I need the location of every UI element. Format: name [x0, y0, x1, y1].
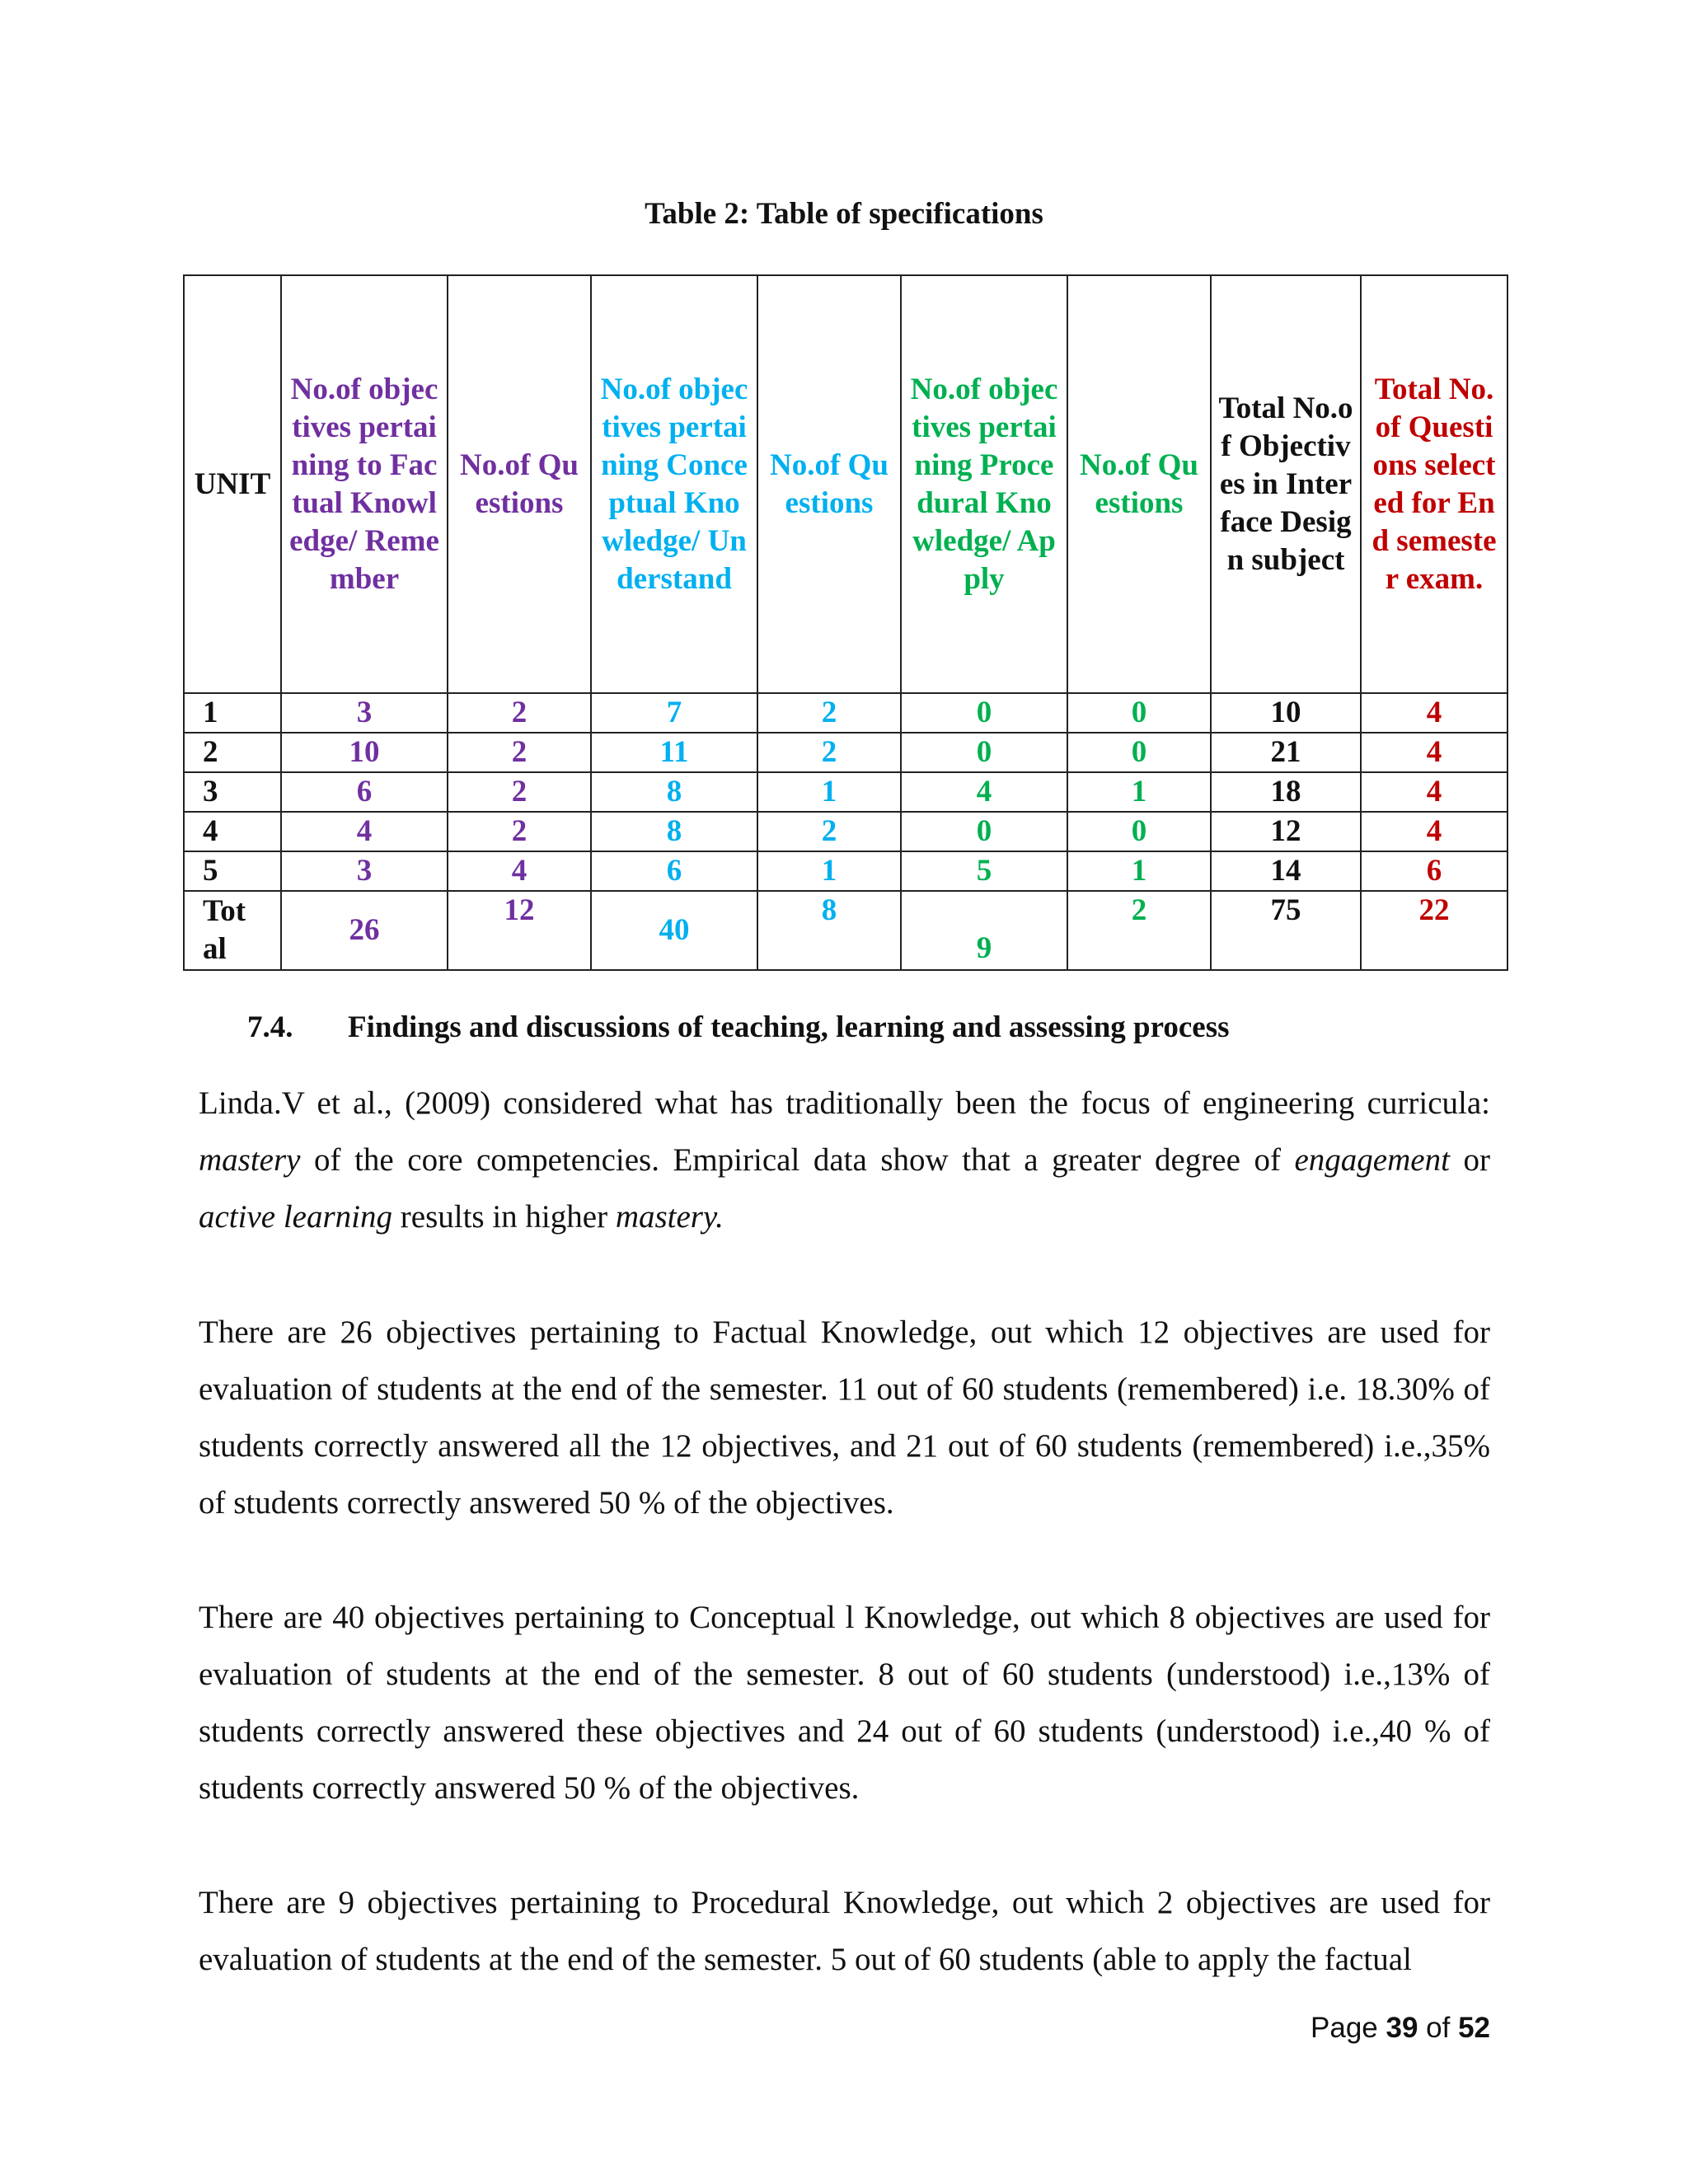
cell-factual-questions: 2 — [448, 772, 591, 812]
cell-conceptual-questions: 1 — [757, 772, 901, 812]
table-total-row — [184, 891, 1507, 970]
cell-total-objectives: 18 — [1211, 772, 1361, 812]
cell-procedural-objectives: 0 — [901, 733, 1067, 772]
cell-conceptual-objectives: 6 — [591, 851, 757, 891]
cell-unit: 4 — [184, 812, 281, 851]
paragraph-factual: There are 26 objectives pertaining to Factual Knowledge, out which 12 objectives are used for evaluation of students at the end of the semester. 11 out of 60 students (remembered) i.e. 18.30% of students correctly answered all the 12 objectives, and 21 out of 60 students (remembered) i.e.,35% of students correctly answered 50 % of the objectives. — [199, 1315, 1490, 1521]
cell-total-conceptual-questions: 8 — [757, 891, 901, 970]
cell-total-procedural-questions: 2 — [1067, 891, 1211, 970]
header-unit: UNIT — [184, 275, 281, 693]
cell-conceptual-questions: 2 — [757, 693, 901, 733]
cell-total-factual-objectives: 26 — [281, 891, 448, 970]
cell-conceptual-objectives: 8 — [591, 772, 757, 812]
cell-unit: 1 — [184, 693, 281, 733]
cell-total-procedural-objectives: 9 — [901, 891, 1067, 970]
cell-unit: 3 — [184, 772, 281, 812]
cell-total-questions: 4 — [1361, 772, 1507, 812]
cell-procedural-questions: 1 — [1067, 772, 1211, 812]
cell-total-conceptual-objectives: 40 — [591, 891, 757, 970]
cell-conceptual-objectives: 8 — [591, 812, 757, 851]
cell-unit: 5 — [184, 851, 281, 891]
cell-factual-objectives: 3 — [281, 851, 448, 891]
cell-total-objectives-sum: 75 — [1211, 891, 1361, 970]
cell-total-questions: 6 — [1361, 851, 1507, 891]
cell-procedural-objectives: 0 — [901, 812, 1067, 851]
paragraph-conceptual: There are 40 objectives pertaining to Conceptual l Knowledge, out which 8 objectives are used for evaluation of students at the end of the semester. 8 out of 60 students (understood) i.e.,13% of students correctly answered these objectives and 24 out of 60 students (understood) i.e.,40 % of students correctly answered 50 % of the objectives. — [199, 1600, 1490, 1806]
table-row — [184, 851, 1507, 891]
cell-total-label: Total — [184, 891, 281, 970]
cell-conceptual-questions: 1 — [757, 851, 901, 891]
cell-procedural-questions: 1 — [1067, 851, 1211, 891]
cell-total-questions: 4 — [1361, 733, 1507, 772]
header-procedural-questions: No.of Questions — [1067, 275, 1211, 693]
cell-factual-questions: 2 — [448, 812, 591, 851]
cell-conceptual-questions: 2 — [757, 812, 901, 851]
header-factual-objectives: No.of objectives pertaining to Factual Knowledge/ Remember — [281, 275, 448, 693]
section-title: Findings and discussions of teaching, learning and assessing process — [348, 1010, 1230, 1044]
table-row — [184, 693, 1507, 733]
cell-procedural-questions: 0 — [1067, 733, 1211, 772]
section-number: 7.4. — [247, 1010, 293, 1044]
cell-conceptual-objectives: 7 — [591, 693, 757, 733]
cell-total-questions-sum: 22 — [1361, 891, 1507, 970]
header-factual-questions: No.of Questions — [448, 275, 591, 693]
cell-total-factual-questions: 12 — [448, 891, 591, 970]
cell-procedural-objectives: 0 — [901, 693, 1067, 733]
header-total-questions: Total No.of Questions selected for End semester exam. — [1361, 275, 1507, 693]
table-row — [184, 772, 1507, 812]
cell-total-objectives: 21 — [1211, 733, 1361, 772]
table-row — [184, 812, 1507, 851]
cell-conceptual-questions: 2 — [757, 733, 901, 772]
paragraph-procedural: There are 9 objectives pertaining to Procedural Knowledge, out which 2 objectives are used for evaluation of students at the end of the semester. 5 out of 60 students (able to apply the factual — [199, 1885, 1490, 1977]
cell-total-questions: 4 — [1361, 693, 1507, 733]
cell-procedural-questions: 0 — [1067, 812, 1211, 851]
cell-total-objectives: 10 — [1211, 693, 1361, 733]
cell-procedural-objectives: 5 — [901, 851, 1067, 891]
table-header-row — [184, 275, 1507, 693]
cell-factual-objectives: 6 — [281, 772, 448, 812]
cell-total-objectives: 12 — [1211, 812, 1361, 851]
cell-procedural-questions: 0 — [1067, 693, 1211, 733]
table-caption: Table 2: Table of specifications — [645, 197, 1043, 231]
page-number: Page 39 of 52 — [1311, 2012, 1490, 2044]
paragraph-linda: Linda.V et al., (2009) considered what has traditionally been the focus of engineering curricula: mastery of the core competencies. Empirical data show that a greater degree of engagement or active learning results in higher mastery. — [199, 1085, 1490, 1235]
header-conceptual-objectives: No.of objectives pertaining Conceptual Knowledge/ Understand — [591, 275, 757, 693]
cell-factual-questions: 4 — [448, 851, 591, 891]
header-conceptual-questions: No.of Questions — [757, 275, 901, 693]
cell-factual-objectives: 10 — [281, 733, 448, 772]
specifications-table — [183, 274, 1508, 971]
cell-factual-objectives: 4 — [281, 812, 448, 851]
cell-unit: 2 — [184, 733, 281, 772]
cell-factual-questions: 2 — [448, 693, 591, 733]
cell-factual-objectives: 3 — [281, 693, 448, 733]
cell-factual-questions: 2 — [448, 733, 591, 772]
header-procedural-objectives: No.of objectives pertaining Procedural Knowledge/ Apply — [901, 275, 1067, 693]
cell-procedural-objectives: 4 — [901, 772, 1067, 812]
cell-total-objectives: 14 — [1211, 851, 1361, 891]
cell-conceptual-objectives: 11 — [591, 733, 757, 772]
table-row — [184, 733, 1507, 772]
cell-total-questions: 4 — [1361, 812, 1507, 851]
header-total-objectives: Total No.of Objectives in Interface Design subject — [1211, 275, 1361, 693]
